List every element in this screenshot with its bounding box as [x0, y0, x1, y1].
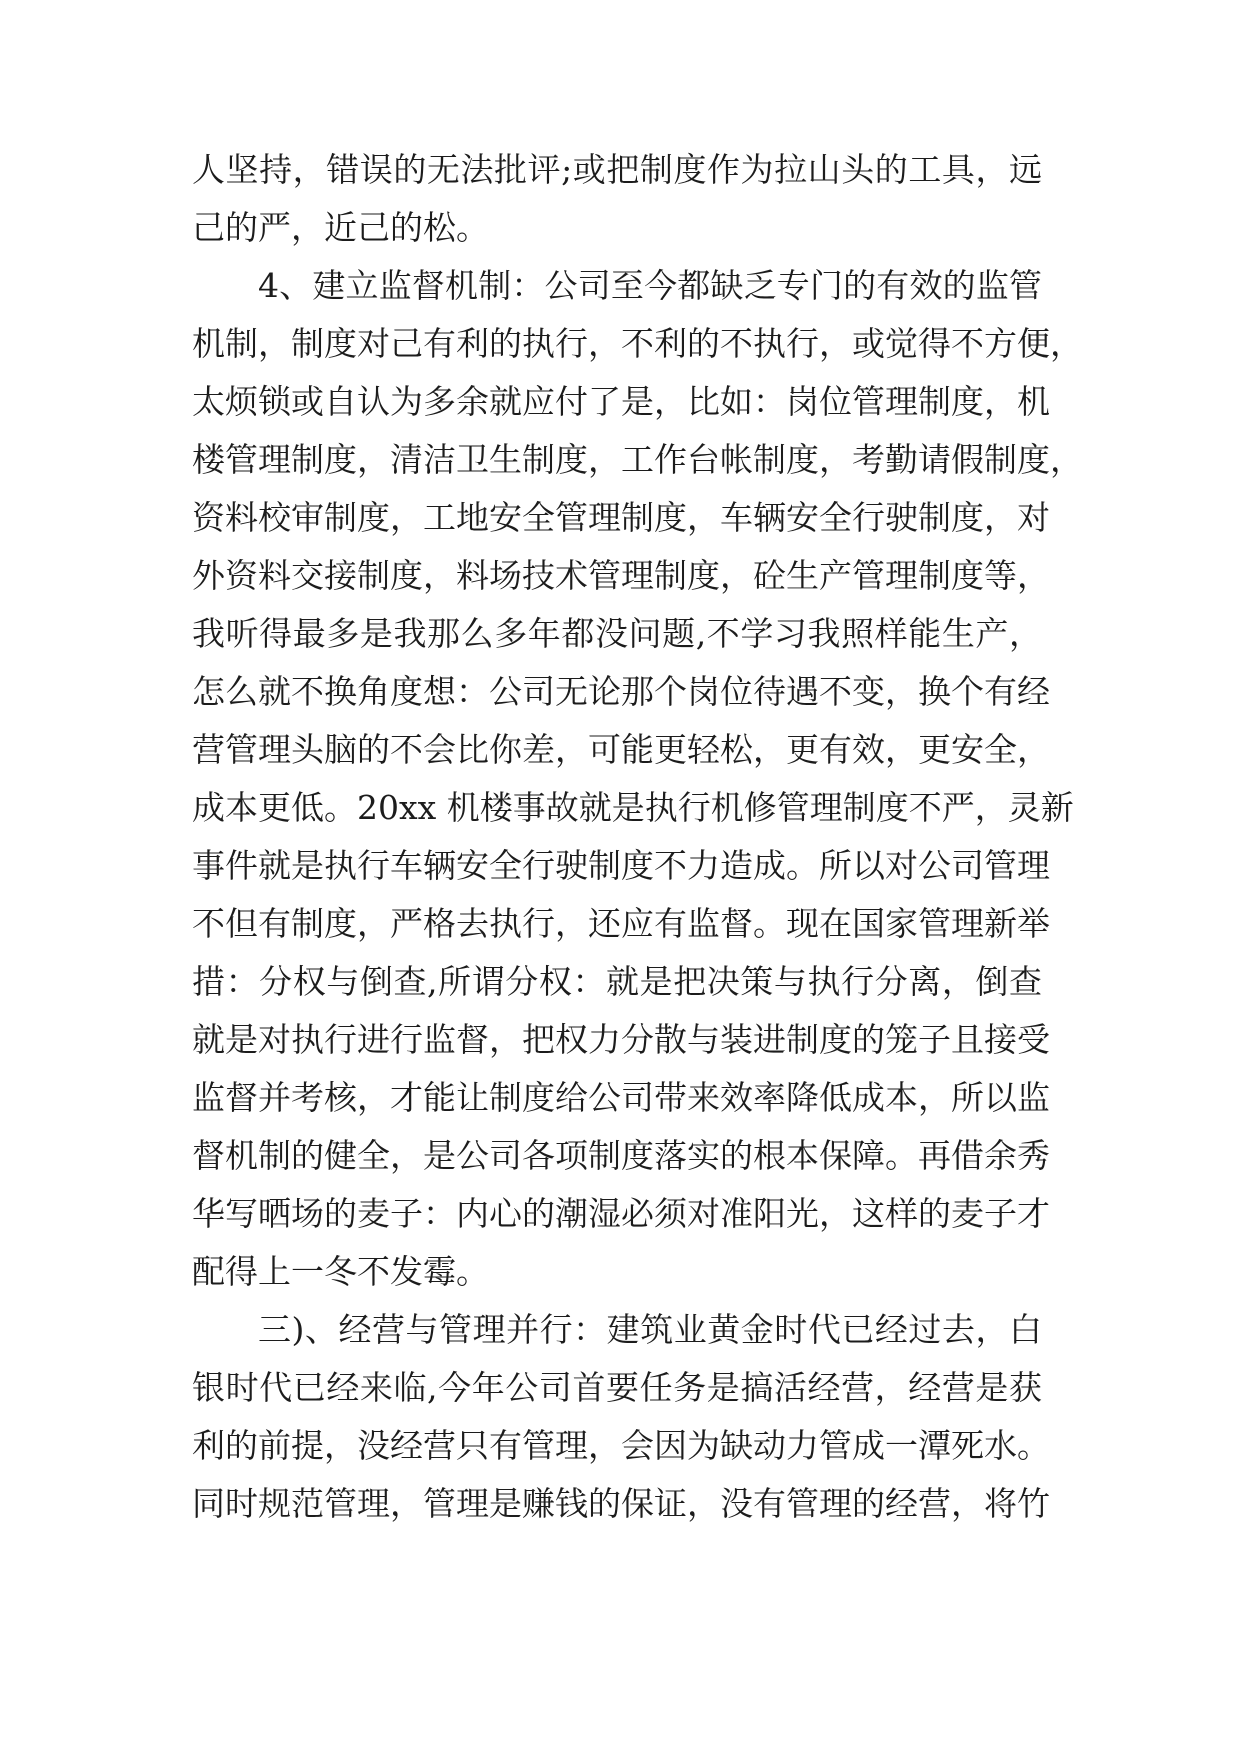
text-line: 我听得最多是我那么多年都没问题,不学习我照样能生产， [192, 614, 1042, 653]
text-line: 利的前提，没经营只有管理，会因为缺动力管成一潭死水。 [192, 1426, 1050, 1465]
text-line: 华写晒场的麦子：内心的潮湿必须对准阳光，这样的麦子才 [192, 1194, 1050, 1233]
text-line: 成本更低。20xx 机楼事故就是执行机修管理制度不严，灵新 [192, 788, 1074, 827]
text-line: 外资料交接制度，料场技术管理制度，砼生产管理制度等， [192, 556, 1050, 595]
text-line: 银时代已经来临,今年公司首要任务是搞活经营，经营是获 [192, 1368, 1042, 1407]
text-line: 楼管理制度，清洁卫生制度，工作台帐制度，考勤请假制度， [192, 440, 1083, 479]
section-heading-line: 三)、经营与管理并行：建筑业黄金时代已经过去，白 [258, 1310, 1042, 1349]
text-line: 措：分权与倒查,所谓分权：就是把决策与执行分离，倒查 [192, 962, 1042, 1001]
text-line: 事件就是执行车辆安全行驶制度不力造成。所以对公司管理 [192, 846, 1050, 885]
text-line: 人坚持，错误的无法批评;或把制度作为拉山头的工具，远 [192, 150, 1042, 189]
paragraph-heading-line: 4、建立监督机制：公司至今都缺乏专门的有效的监管 [258, 266, 1042, 305]
text-line: 同时规范管理，管理是赚钱的保证，没有管理的经营，将竹 [192, 1484, 1050, 1523]
text-line: 太烦锁或自认为多余就应付了是，比如：岗位管理制度，机 [192, 382, 1050, 421]
text-line: 怎么就不换角度想：公司无论那个岗位待遇不变，换个有经 [192, 672, 1050, 711]
text-line: 机制，制度对己有利的执行，不利的不执行，或觉得不方便， [192, 324, 1083, 363]
text-line: 不但有制度，严格去执行，还应有监督。现在国家管理新举 [192, 904, 1050, 943]
text-line: 资料校审制度，工地安全管理制度，车辆安全行驶制度，对 [192, 498, 1050, 537]
text-line: 营管理头脑的不会比你差，可能更轻松，更有效，更安全， [192, 730, 1050, 769]
text-line: 督机制的健全，是公司各项制度落实的根本保障。再借余秀 [192, 1136, 1050, 1175]
text-line: 监督并考核，才能让制度给公司带来效率降低成本，所以监 [192, 1078, 1050, 1117]
text-line: 己的严，近己的松。 [192, 208, 489, 247]
text-line: 配得上一冬不发霉。 [192, 1252, 489, 1291]
text-line: 就是对执行进行监督，把权力分散与装进制度的笼子且接受 [192, 1020, 1050, 1059]
